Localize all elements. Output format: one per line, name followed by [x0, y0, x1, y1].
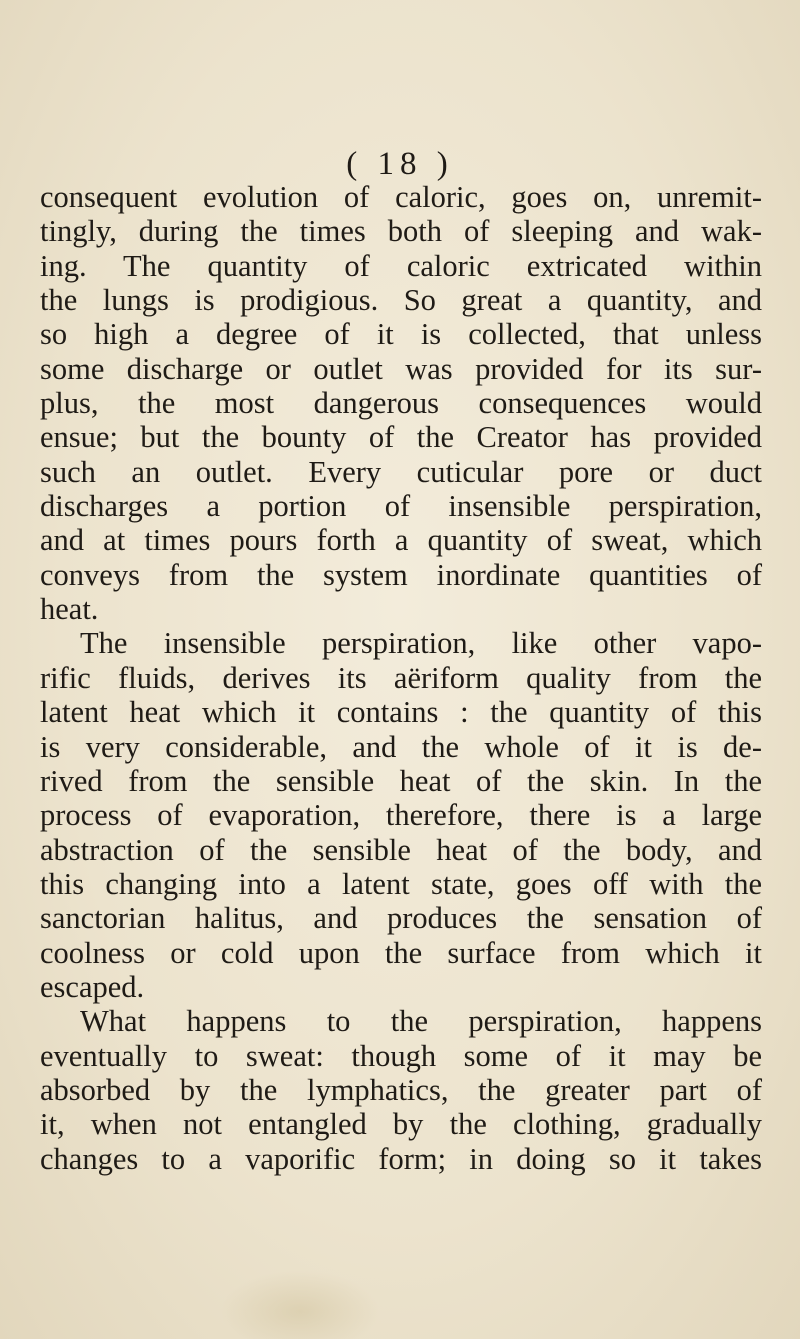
text-line: some discharge or outlet was provided for its sur-	[40, 351, 762, 386]
text-line: and at times pours forth a quantity of sweat, which	[40, 523, 762, 558]
text-line: escaped.	[40, 969, 145, 1004]
text-line: the lungs is prodigious. So great a quantity, and	[40, 283, 762, 318]
text-line: sanctorian halitus, and produces the sensation of	[40, 901, 762, 936]
page-number: ( 18 )	[346, 146, 454, 182]
text-line: The insensible perspiration, like other vapo-	[80, 626, 762, 661]
text-line: changes to a vaporific form; in doing so it takes	[40, 1141, 762, 1176]
text-line: abstraction of the sensible heat of the body, and	[40, 832, 762, 867]
text-line: such an outlet. Every cuticular pore or duct	[40, 454, 762, 489]
text-line: rific fluids, derives its aëriform quality from the	[40, 660, 762, 695]
text-line: latent heat which it contains : the quantity of this	[40, 695, 762, 730]
text-line: heat.	[40, 592, 99, 627]
text-line: ensue; but the bounty of the Creator has provided	[40, 420, 762, 455]
text-line: ing. The quantity of caloric extricated within	[40, 248, 762, 283]
paper-stain	[220, 1270, 380, 1339]
text-line: discharges a portion of insensible perspiration,	[40, 489, 762, 524]
text-line: consequent evolution of caloric, goes on, unremit-	[40, 180, 762, 214]
text-line: it, when not entangled by the clothing, gradually	[40, 1107, 762, 1142]
body-text	[40, 180, 762, 1176]
text-line: process of evaporation, therefore, there is a large	[40, 798, 762, 833]
text-line: tingly, during the times both of sleeping and wak-	[40, 214, 762, 249]
text-line: What happens to the perspiration, happens	[80, 1004, 762, 1039]
text-line: this changing into a latent state, goes off with the	[40, 866, 762, 901]
text-line: plus, the most dangerous consequences would	[40, 386, 762, 421]
text-line: rived from the sensible heat of the skin. In the	[40, 763, 762, 798]
text-line: so high a degree of it is collected, that unless	[40, 317, 762, 352]
text-line: absorbed by the lymphatics, the greater part of	[40, 1072, 762, 1107]
text-line: coolness or cold upon the surface from which it	[40, 935, 762, 970]
text-line: conveys from the system inordinate quantities of	[40, 557, 762, 592]
text-line: eventually to sweat: though some of it may be	[40, 1038, 762, 1073]
text-line: is very considerable, and the whole of it is de-	[40, 729, 762, 764]
